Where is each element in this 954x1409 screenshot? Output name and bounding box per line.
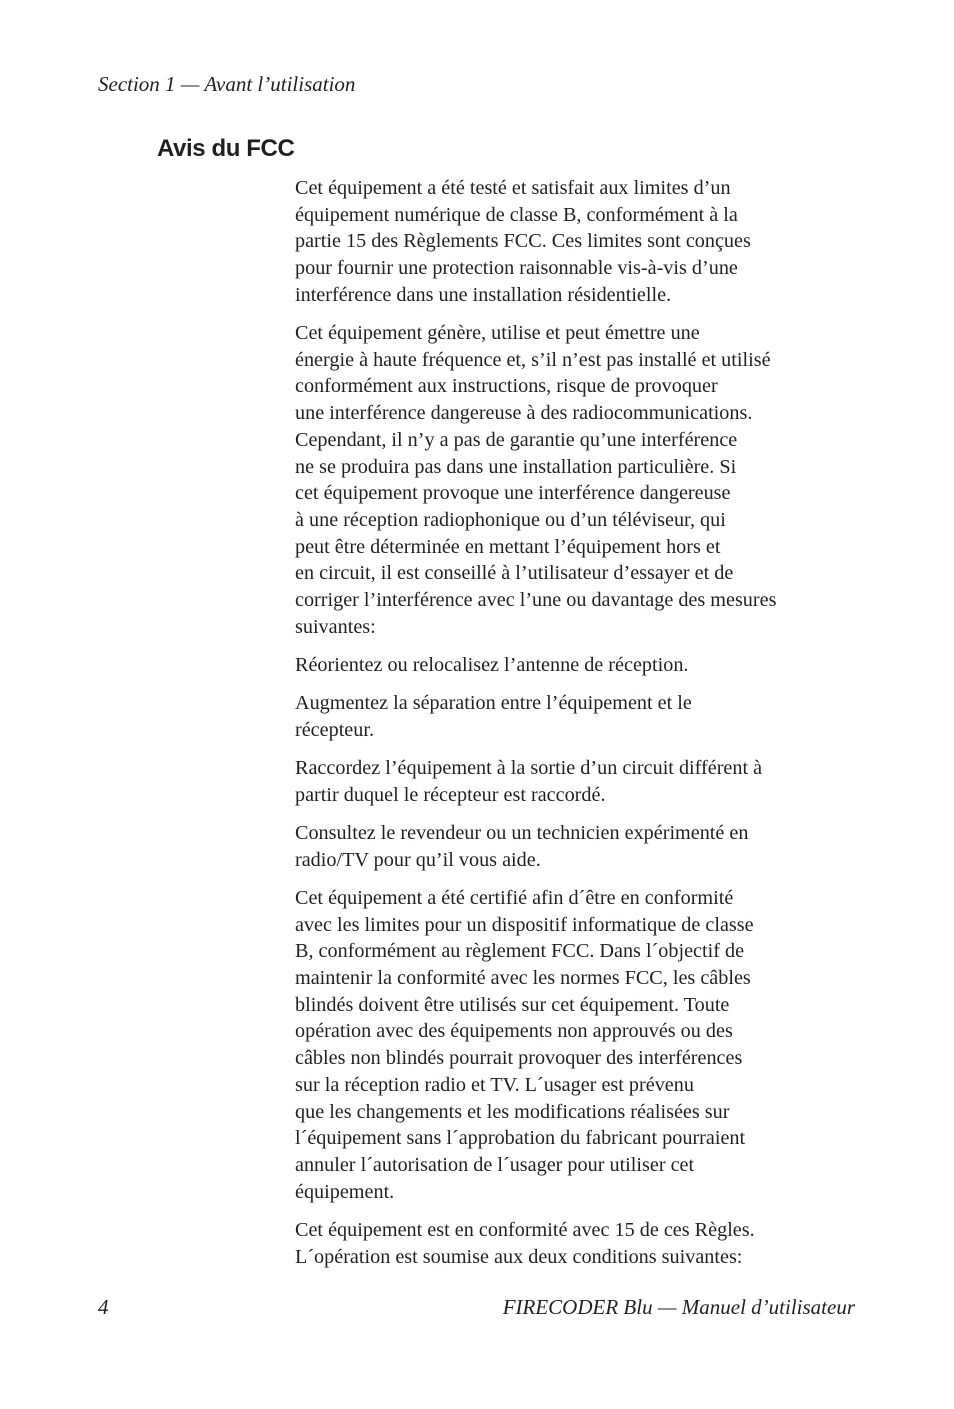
text-line: Raccordez l’équipement à la sortie d’un circuit différent à bbox=[295, 757, 763, 780]
text-line: Consultez le revendeur ou un technicien expérimenté en bbox=[295, 821, 749, 844]
text-line: pour fournir une protection raisonnable vis-à-vis d’une bbox=[295, 257, 738, 280]
paragraph-fcc-class-b bbox=[295, 175, 865, 309]
text-line: opération avec des équipements non approuvés ou des bbox=[295, 1020, 733, 1043]
text-line: maintenir la conformité avec les normes FCC, les câbles bbox=[295, 966, 751, 989]
text-line: Cet équipement génère, utilise et peut émettre une bbox=[295, 322, 700, 345]
text-line: partir duquel le récepteur est raccordé. bbox=[295, 783, 606, 806]
text-line: Réorientez ou relocalisez l’antenne de réception. bbox=[295, 653, 689, 676]
text-line: annuler l´autorisation de l´usager pour utiliser cet bbox=[295, 1153, 695, 1176]
paragraph-conformity bbox=[295, 1217, 865, 1270]
text-line: B, conformément au règlement FCC. Dans l´objectif de bbox=[295, 940, 745, 963]
text-line: L´opération est soumise aux deux conditions suivantes: bbox=[295, 1245, 743, 1268]
text-line: partie 15 des Règlements FCC. Ces limites sont conçues bbox=[295, 230, 751, 253]
text-line: interférence dans une installation résidentielle. bbox=[295, 283, 672, 306]
text-line: Cet équipement a été certifié afin d´être en conformité bbox=[295, 886, 734, 909]
text-line: énergie à haute fréquence et, s’il n’est pas installé et utilisé bbox=[295, 348, 771, 371]
page-number: 4 bbox=[98, 1295, 109, 1319]
text-line: équipement. bbox=[295, 1180, 395, 1203]
running-footer: FIRECODER Blu — Manuel d’utilisateur bbox=[502, 1295, 855, 1319]
section-heading: Avis du FCC bbox=[157, 135, 295, 162]
text-line: équipement numérique de classe B, conformément à la bbox=[295, 203, 738, 226]
text-line: à une réception radiophonique ou d’un téléviseur, qui bbox=[295, 508, 726, 531]
text-line: blindés doivent être utilisés sur cet équipement. Toute bbox=[295, 993, 730, 1016]
text-line: ne se produira pas dans une installation particulière. Si bbox=[295, 455, 737, 478]
text-line: en circuit, il est conseillé à l’utilisateur d’essayer et de bbox=[295, 562, 734, 585]
text-line: suivantes: bbox=[295, 615, 376, 638]
text-line: conformément aux instructions, risque de provoquer bbox=[295, 375, 718, 398]
paragraph-measure-separation bbox=[295, 690, 865, 743]
body-text bbox=[295, 175, 865, 1270]
text-line: radio/TV pour qu’il vous aide. bbox=[295, 848, 541, 871]
paragraph-measure-consult bbox=[295, 820, 865, 873]
paragraph-measure-reorient bbox=[295, 652, 865, 679]
text-line: peut être déterminée en mettant l’équipement hors et bbox=[295, 535, 721, 558]
text-line: Cet équipement est en conformité avec 15 de ces Règles. bbox=[295, 1218, 755, 1241]
text-line: cet équipement provoque une interférence dangereuse bbox=[295, 482, 731, 505]
text-line: sur la réception radio et TV. L´usager est prévenu bbox=[295, 1073, 694, 1096]
text-line: Cet équipement a été testé et satisfait aux limites d’un bbox=[295, 177, 731, 199]
paragraph-certification bbox=[295, 885, 865, 1205]
text-line: Augmentez la séparation entre l’équipement et le bbox=[295, 692, 692, 715]
text-line: Cependant, il n’y a pas de garantie qu’une interférence bbox=[295, 428, 738, 451]
text-line: une interférence dangereuse à des radiocommunications. bbox=[295, 402, 753, 425]
text-line: que les changements et les modifications réalisées sur bbox=[295, 1100, 730, 1123]
paragraph-interference-warning bbox=[295, 320, 865, 640]
paragraph-measure-circuit bbox=[295, 755, 865, 808]
text-line: avec les limites pour un dispositif informatique de classe bbox=[295, 913, 754, 936]
text-line: corriger l’interférence avec l’une ou davantage des mesures bbox=[295, 589, 777, 612]
running-header: Section 1 — Avant l’utilisation bbox=[98, 72, 356, 96]
text-line: l´équipement sans l´approbation du fabricant pourraient bbox=[295, 1127, 746, 1150]
text-line: récepteur. bbox=[295, 718, 375, 741]
text-line: câbles non blindés pourrait provoquer des interférences bbox=[295, 1047, 743, 1070]
